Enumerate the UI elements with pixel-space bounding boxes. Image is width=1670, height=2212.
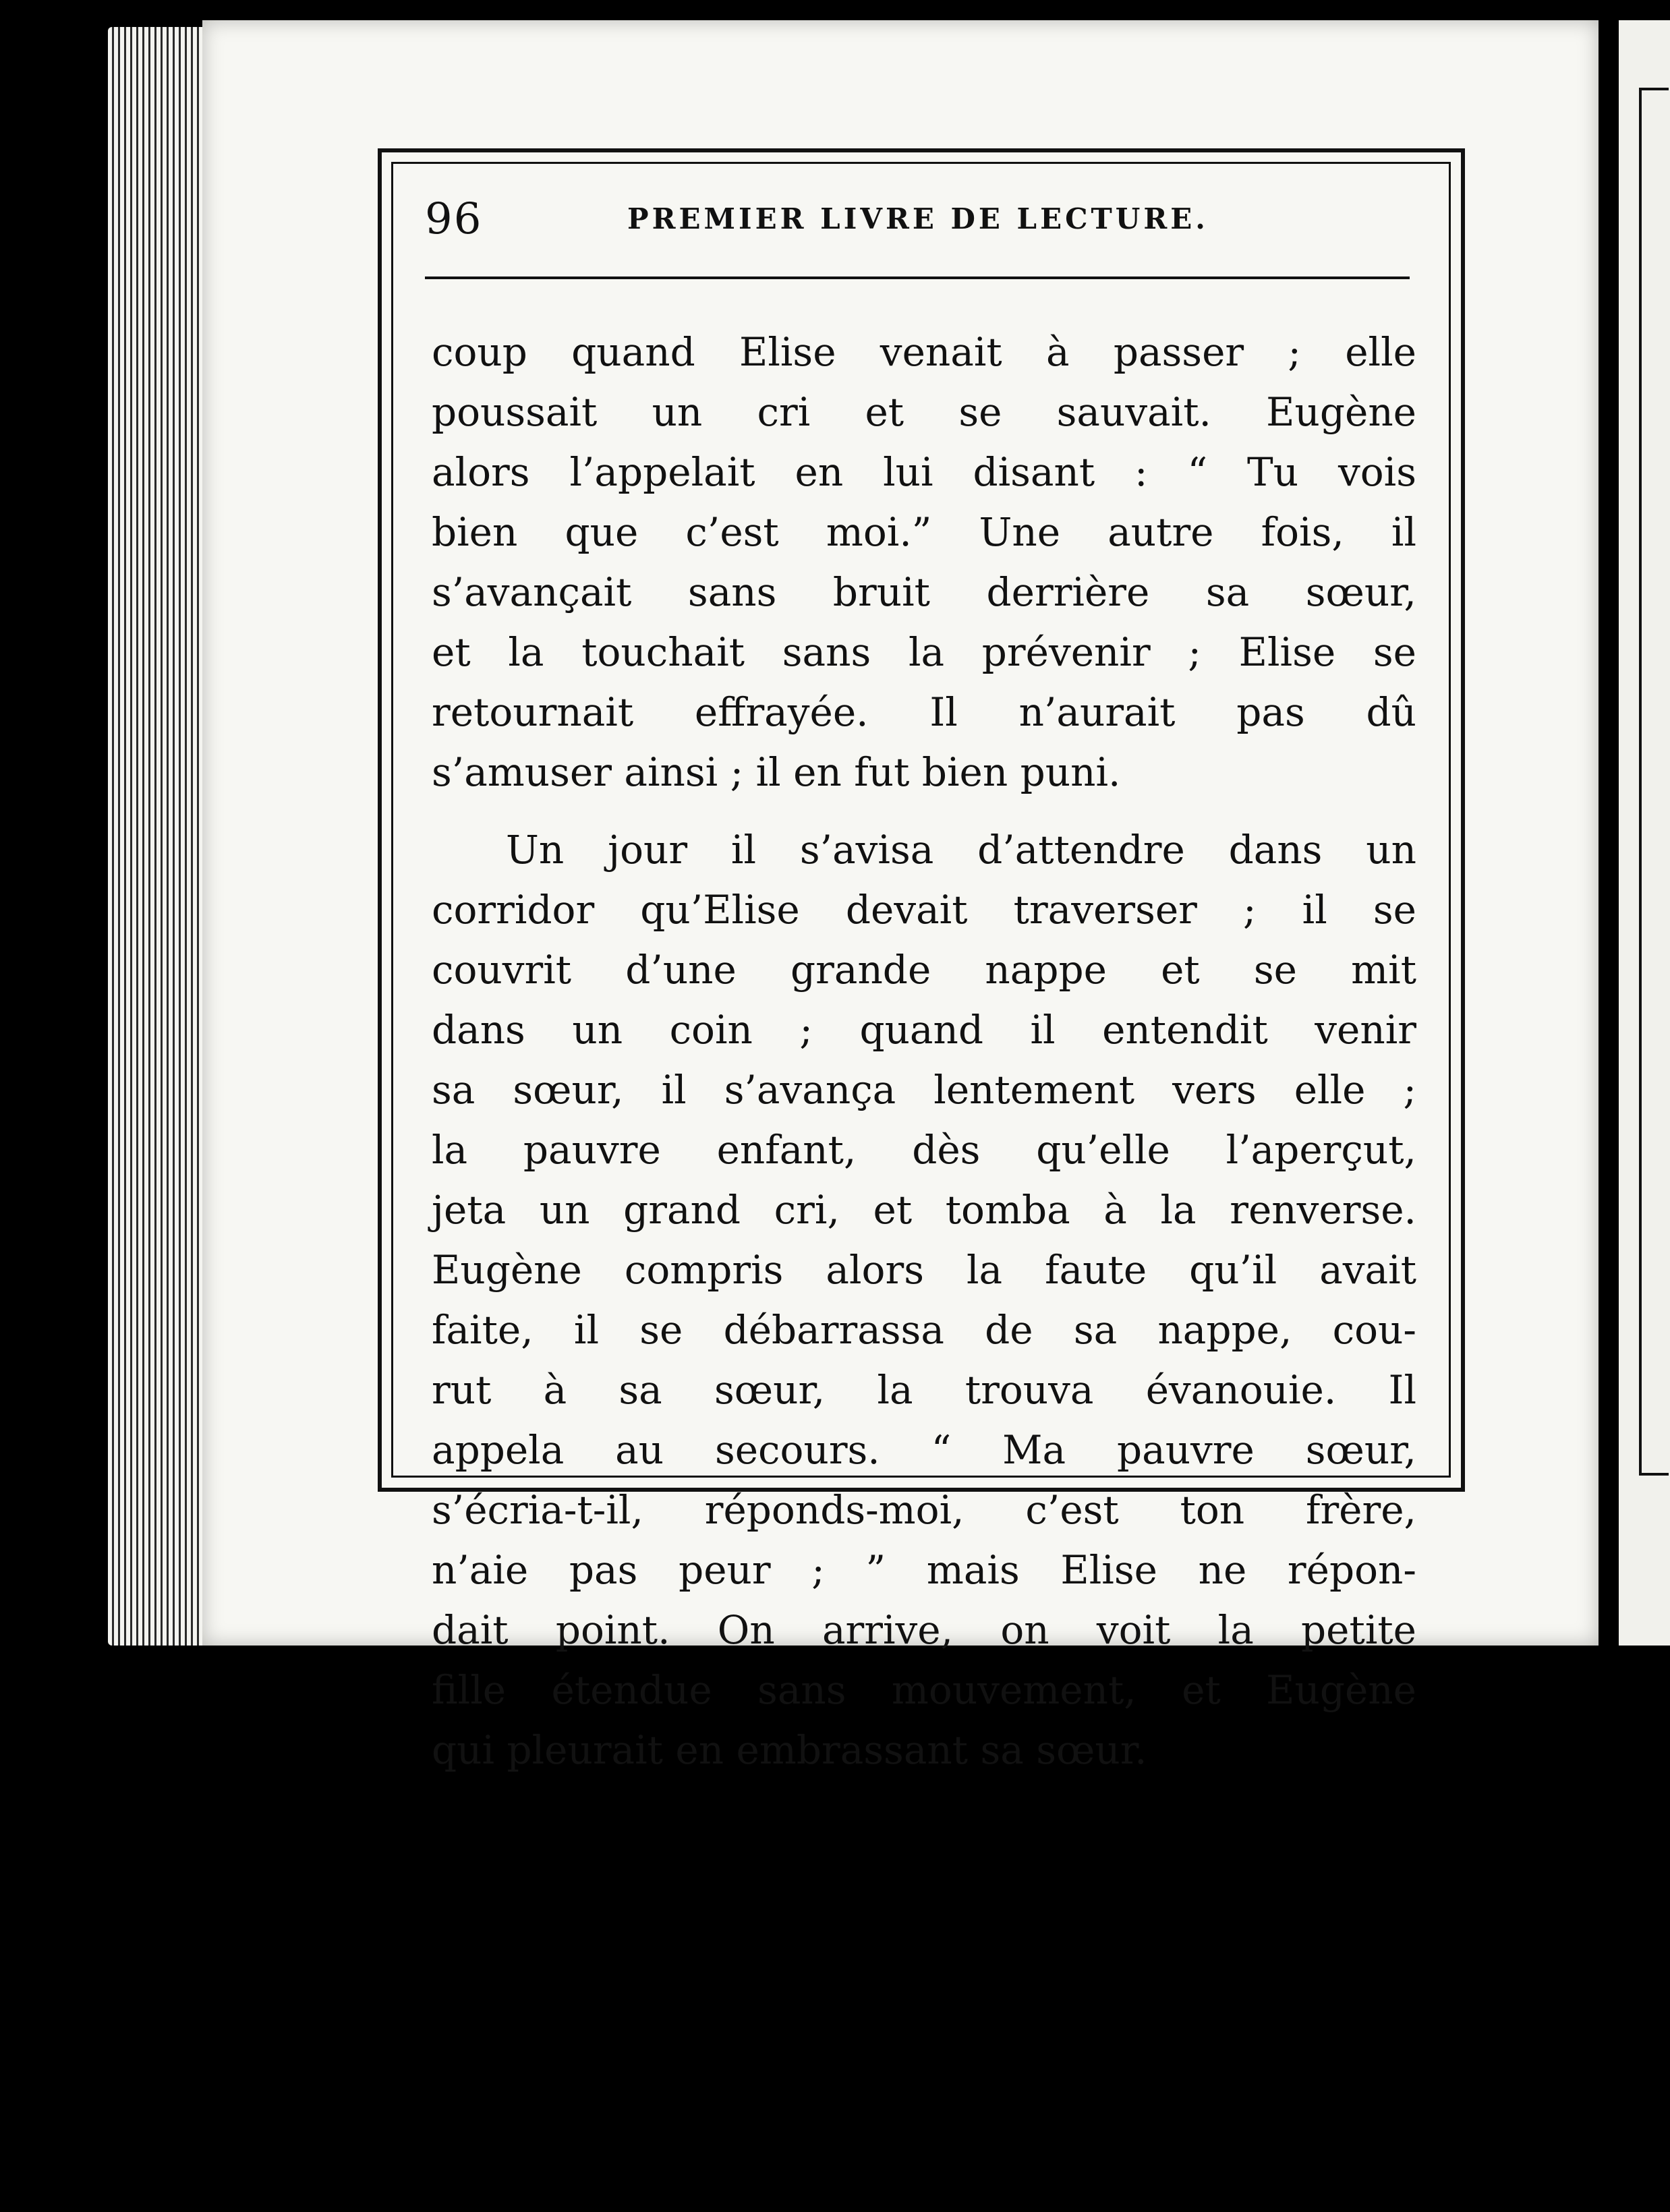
text-line: fille étendue sans mouvement, et Eugène (432, 1667, 1416, 1713)
text-line: corridor qu’Elise devait traverser ; il se (432, 887, 1416, 933)
text-line: n’aie pas peur ; ” mais Elise ne répon- (432, 1547, 1416, 1593)
paragraph-2 (432, 820, 1416, 1780)
text-line: qui pleurait en embrassant sa sœur. (432, 1727, 1147, 1773)
book-page-edges (108, 27, 216, 1646)
text-line: bien que c’est moi.” Une autre fois, il (432, 509, 1416, 555)
running-head: PREMIER LIVRE DE LECTURE. (627, 202, 1209, 235)
body-text (432, 322, 1416, 1780)
header-rule (425, 276, 1410, 279)
text-line: la pauvre enfant, dès qu’elle l’aperçut, (432, 1127, 1416, 1173)
text-line: retournait effrayée. Il n’aurait pas dû (432, 689, 1416, 735)
paragraph-1 (432, 322, 1416, 803)
text-line: alors l’appelait en lui disant : “ Tu vois (432, 449, 1416, 495)
book-gutter (1599, 0, 1619, 1666)
text-line: s’amuser ainsi ; il en fut bien puni. (432, 749, 1121, 795)
facing-page-border (1639, 88, 1669, 1476)
text-line: coup quand Elise venait à passer ; elle (432, 329, 1416, 375)
text-line: et la touchait sans la prévenir ; Elise se (432, 629, 1416, 675)
text-line: rut à sa sœur, la trouva évanouie. Il (432, 1367, 1416, 1413)
text-line: s’avançait sans bruit derrière sa sœur, (432, 569, 1416, 615)
text-line: poussait un cri et se sauvait. Eugène (432, 389, 1416, 435)
text-line: sa sœur, il s’avança lentement vers elle ; (432, 1067, 1416, 1113)
text-line: s’écria-t-il, réponds-moi, c’est ton frère, (432, 1487, 1416, 1533)
text-line: couvrit d’une grande nappe et se mit (432, 947, 1416, 993)
text-line: dait point. On arrive, on voit la petite (432, 1607, 1416, 1653)
text-line: Eugène compris alors la faute qu’il avait (432, 1247, 1416, 1293)
text-line: Un jour il s’avisa d’attendre dans un (506, 827, 1416, 873)
text-line: dans un coin ; quand il entendit venir (432, 1007, 1416, 1053)
page-number: 96 (425, 194, 483, 244)
text-line: faite, il se débarrassa de sa nappe, cou- (432, 1307, 1416, 1353)
text-line: jeta un grand cri, et tomba à la renverse. (432, 1187, 1416, 1233)
text-line: appela au secours. “ Ma pauvre sœur, (432, 1427, 1416, 1473)
